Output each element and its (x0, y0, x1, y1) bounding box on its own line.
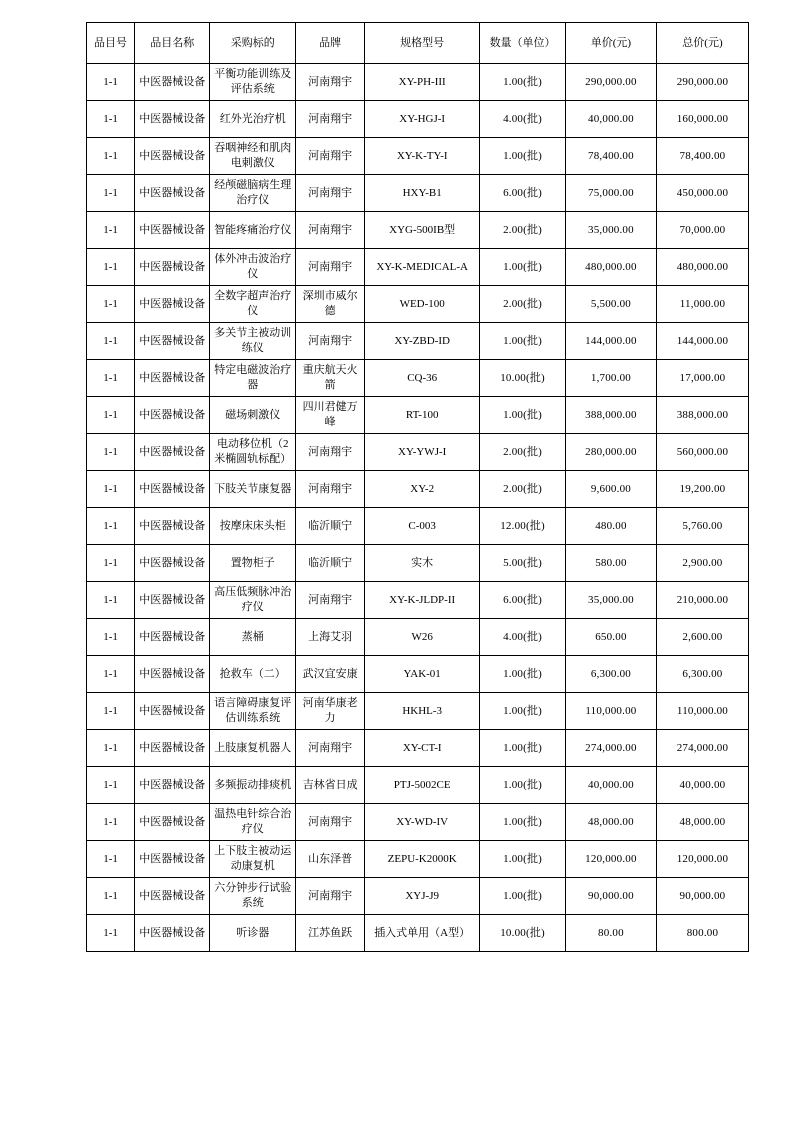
cell-item-no: 1-1 (87, 249, 135, 286)
cell-item-no: 1-1 (87, 545, 135, 582)
cell-subject: 多关节主被动训练仪 (210, 323, 296, 360)
cell-item-name: 中医器械设备 (135, 582, 210, 619)
cell-model: WED-100 (365, 286, 480, 323)
cell-item-no: 1-1 (87, 101, 135, 138)
cell-total-price: 90,000.00 (656, 878, 748, 915)
cell-total-price: 290,000.00 (656, 64, 748, 101)
cell-unit-price: 40,000.00 (565, 101, 656, 138)
table-body (87, 64, 749, 952)
cell-unit-price: 144,000.00 (565, 323, 656, 360)
cell-model: HKHL-3 (365, 693, 480, 730)
cell-item-name: 中医器械设备 (135, 397, 210, 434)
cell-unit-price: 48,000.00 (565, 804, 656, 841)
cell-item-no: 1-1 (87, 582, 135, 619)
cell-item-no: 1-1 (87, 212, 135, 249)
cell-quantity: 4.00(批) (480, 101, 566, 138)
cell-model: RT-100 (365, 397, 480, 434)
cell-item-name: 中医器械设备 (135, 915, 210, 952)
cell-quantity: 1.00(批) (480, 693, 566, 730)
cell-total-price: 11,000.00 (656, 286, 748, 323)
cell-total-price: 160,000.00 (656, 101, 748, 138)
cell-unit-price: 75,000.00 (565, 175, 656, 212)
cell-unit-price: 580.00 (565, 545, 656, 582)
cell-subject: 听诊器 (210, 915, 296, 952)
cell-item-no: 1-1 (87, 64, 135, 101)
cell-subject: 平衡功能训练及评估系统 (210, 64, 296, 101)
cell-quantity: 1.00(批) (480, 323, 566, 360)
cell-total-price: 70,000.00 (656, 212, 748, 249)
cell-item-no: 1-1 (87, 619, 135, 656)
cell-subject: 电动移位机（2米椭圆轨标配） (210, 434, 296, 471)
cell-total-price: 5,760.00 (656, 508, 748, 545)
column-header-total-price: 总价(元) (656, 23, 748, 64)
cell-subject: 语言障碍康复评估训练系统 (210, 693, 296, 730)
cell-total-price: 480,000.00 (656, 249, 748, 286)
table-row (87, 101, 749, 138)
cell-item-name: 中医器械设备 (135, 508, 210, 545)
cell-brand: 山东泽普 (296, 841, 365, 878)
cell-brand: 深圳市威尔德 (296, 286, 365, 323)
cell-quantity: 6.00(批) (480, 582, 566, 619)
table-row (87, 804, 749, 841)
cell-item-name: 中医器械设备 (135, 101, 210, 138)
cell-unit-price: 120,000.00 (565, 841, 656, 878)
cell-item-no: 1-1 (87, 915, 135, 952)
table-row (87, 434, 749, 471)
cell-brand: 河南翔宇 (296, 249, 365, 286)
cell-subject: 磁场刺激仪 (210, 397, 296, 434)
cell-quantity: 4.00(批) (480, 619, 566, 656)
cell-brand: 河南翔宇 (296, 471, 365, 508)
cell-model: 插入式单用（A型） (365, 915, 480, 952)
cell-item-name: 中医器械设备 (135, 286, 210, 323)
cell-subject: 按摩床床头柜 (210, 508, 296, 545)
table-row (87, 471, 749, 508)
cell-item-name: 中医器械设备 (135, 249, 210, 286)
cell-item-name: 中医器械设备 (135, 730, 210, 767)
cell-brand: 四川君健万峰 (296, 397, 365, 434)
cell-subject: 经颅磁脑病生理治疗仪 (210, 175, 296, 212)
cell-subject: 多频振动排痰机 (210, 767, 296, 804)
cell-subject: 吞咽神经和肌肉电刺激仪 (210, 138, 296, 175)
table-row (87, 286, 749, 323)
cell-unit-price: 650.00 (565, 619, 656, 656)
cell-unit-price: 110,000.00 (565, 693, 656, 730)
cell-total-price: 78,400.00 (656, 138, 748, 175)
cell-brand: 河南翔宇 (296, 878, 365, 915)
cell-brand: 河南翔宇 (296, 804, 365, 841)
cell-item-name: 中医器械设备 (135, 545, 210, 582)
table-row (87, 323, 749, 360)
cell-subject: 下肢关节康复器 (210, 471, 296, 508)
cell-brand: 河南翔宇 (296, 175, 365, 212)
cell-item-no: 1-1 (87, 730, 135, 767)
cell-item-name: 中医器械设备 (135, 767, 210, 804)
cell-item-no: 1-1 (87, 323, 135, 360)
cell-item-no: 1-1 (87, 471, 135, 508)
cell-quantity: 1.00(批) (480, 878, 566, 915)
cell-model: XY-PH-III (365, 64, 480, 101)
cell-unit-price: 1,700.00 (565, 360, 656, 397)
cell-subject: 温热电针综合治疗仪 (210, 804, 296, 841)
cell-total-price: 144,000.00 (656, 323, 748, 360)
cell-subject: 特定电磁波治疗器 (210, 360, 296, 397)
column-header-subject: 采购标的 (210, 23, 296, 64)
cell-brand: 吉林省日成 (296, 767, 365, 804)
cell-quantity: 1.00(批) (480, 397, 566, 434)
cell-subject: 抢救车（二） (210, 656, 296, 693)
cell-quantity: 2.00(批) (480, 471, 566, 508)
cell-item-name: 中医器械设备 (135, 878, 210, 915)
table-header-row (87, 23, 749, 64)
cell-unit-price: 78,400.00 (565, 138, 656, 175)
cell-unit-price: 290,000.00 (565, 64, 656, 101)
column-header-item-name: 品目名称 (135, 23, 210, 64)
cell-brand: 上海艾羽 (296, 619, 365, 656)
cell-model: HXY-B1 (365, 175, 480, 212)
cell-brand: 河南翔宇 (296, 101, 365, 138)
cell-unit-price: 80.00 (565, 915, 656, 952)
cell-total-price: 17,000.00 (656, 360, 748, 397)
cell-unit-price: 9,600.00 (565, 471, 656, 508)
cell-brand: 临沂顺宁 (296, 545, 365, 582)
cell-item-name: 中医器械设备 (135, 138, 210, 175)
cell-quantity: 10.00(批) (480, 915, 566, 952)
cell-model: XY-YWJ-I (365, 434, 480, 471)
cell-unit-price: 35,000.00 (565, 582, 656, 619)
cell-item-no: 1-1 (87, 434, 135, 471)
cell-total-price: 19,200.00 (656, 471, 748, 508)
cell-model: XY-HGJ-I (365, 101, 480, 138)
column-header-unit-price: 单价(元) (565, 23, 656, 64)
cell-brand: 河南翔宇 (296, 138, 365, 175)
cell-quantity: 1.00(批) (480, 804, 566, 841)
cell-subject: 蒸桶 (210, 619, 296, 656)
procurement-table (86, 22, 749, 952)
cell-model: ZEPU-K2000K (365, 841, 480, 878)
cell-item-no: 1-1 (87, 841, 135, 878)
cell-item-name: 中医器械设备 (135, 64, 210, 101)
cell-quantity: 1.00(批) (480, 841, 566, 878)
cell-model: W26 (365, 619, 480, 656)
cell-item-name: 中医器械设备 (135, 434, 210, 471)
table-row (87, 508, 749, 545)
table-row (87, 397, 749, 434)
cell-model: XYJ-J9 (365, 878, 480, 915)
cell-brand: 河南翔宇 (296, 323, 365, 360)
table-row (87, 767, 749, 804)
cell-quantity: 10.00(批) (480, 360, 566, 397)
cell-unit-price: 35,000.00 (565, 212, 656, 249)
cell-item-name: 中医器械设备 (135, 656, 210, 693)
cell-unit-price: 480.00 (565, 508, 656, 545)
cell-item-no: 1-1 (87, 508, 135, 545)
cell-model: XY-CT-I (365, 730, 480, 767)
cell-total-price: 120,000.00 (656, 841, 748, 878)
cell-quantity: 12.00(批) (480, 508, 566, 545)
table-row (87, 841, 749, 878)
cell-quantity: 1.00(批) (480, 730, 566, 767)
cell-unit-price: 388,000.00 (565, 397, 656, 434)
cell-item-name: 中医器械设备 (135, 841, 210, 878)
cell-quantity: 1.00(批) (480, 138, 566, 175)
cell-subject: 六分钟步行试验系统 (210, 878, 296, 915)
cell-total-price: 48,000.00 (656, 804, 748, 841)
table-row (87, 249, 749, 286)
cell-quantity: 6.00(批) (480, 175, 566, 212)
cell-item-name: 中医器械设备 (135, 693, 210, 730)
cell-quantity: 1.00(批) (480, 656, 566, 693)
cell-item-name: 中医器械设备 (135, 323, 210, 360)
column-header-brand: 品牌 (296, 23, 365, 64)
table-row (87, 360, 749, 397)
cell-brand: 河南翔宇 (296, 212, 365, 249)
cell-item-name: 中医器械设备 (135, 360, 210, 397)
cell-subject: 上下肢主被动运动康复机 (210, 841, 296, 878)
cell-quantity: 1.00(批) (480, 249, 566, 286)
cell-model: XYG-500IB型 (365, 212, 480, 249)
cell-item-no: 1-1 (87, 878, 135, 915)
cell-item-name: 中医器械设备 (135, 175, 210, 212)
cell-item-no: 1-1 (87, 175, 135, 212)
cell-item-name: 中医器械设备 (135, 212, 210, 249)
cell-model: XY-ZBD-ID (365, 323, 480, 360)
cell-subject: 高压低频脉冲治疗仪 (210, 582, 296, 619)
column-header-quantity: 数量（单位） (480, 23, 566, 64)
cell-model: 实木 (365, 545, 480, 582)
cell-unit-price: 40,000.00 (565, 767, 656, 804)
cell-subject: 红外光治疗机 (210, 101, 296, 138)
table-row (87, 175, 749, 212)
cell-total-price: 110,000.00 (656, 693, 748, 730)
cell-quantity: 5.00(批) (480, 545, 566, 582)
cell-item-no: 1-1 (87, 286, 135, 323)
cell-model: XY-K-TY-I (365, 138, 480, 175)
cell-quantity: 2.00(批) (480, 286, 566, 323)
table-row (87, 582, 749, 619)
cell-model: XY-K-MEDICAL-A (365, 249, 480, 286)
cell-model: C-003 (365, 508, 480, 545)
cell-quantity: 1.00(批) (480, 64, 566, 101)
cell-subject: 上肢康复机器人 (210, 730, 296, 767)
cell-brand: 临沂顺宁 (296, 508, 365, 545)
cell-unit-price: 480,000.00 (565, 249, 656, 286)
cell-total-price: 560,000.00 (656, 434, 748, 471)
table-row (87, 138, 749, 175)
cell-item-no: 1-1 (87, 138, 135, 175)
cell-model: YAK-01 (365, 656, 480, 693)
cell-unit-price: 6,300.00 (565, 656, 656, 693)
cell-model: XY-WD-IV (365, 804, 480, 841)
cell-brand: 河南翔宇 (296, 64, 365, 101)
cell-total-price: 2,600.00 (656, 619, 748, 656)
table-row (87, 212, 749, 249)
cell-item-no: 1-1 (87, 804, 135, 841)
cell-item-name: 中医器械设备 (135, 471, 210, 508)
cell-unit-price: 280,000.00 (565, 434, 656, 471)
cell-model: PTJ-5002CE (365, 767, 480, 804)
cell-brand: 河南翔宇 (296, 434, 365, 471)
cell-total-price: 450,000.00 (656, 175, 748, 212)
cell-brand: 重庆航天火箭 (296, 360, 365, 397)
cell-total-price: 2,900.00 (656, 545, 748, 582)
cell-item-name: 中医器械设备 (135, 804, 210, 841)
column-header-model: 规格型号 (365, 23, 480, 64)
cell-total-price: 388,000.00 (656, 397, 748, 434)
cell-item-no: 1-1 (87, 360, 135, 397)
cell-brand: 河南翔宇 (296, 730, 365, 767)
cell-brand: 武汉宜安康 (296, 656, 365, 693)
table-row (87, 730, 749, 767)
table-header (87, 23, 749, 64)
cell-brand: 河南华康老力 (296, 693, 365, 730)
cell-unit-price: 274,000.00 (565, 730, 656, 767)
cell-brand: 河南翔宇 (296, 582, 365, 619)
cell-total-price: 6,300.00 (656, 656, 748, 693)
cell-item-no: 1-1 (87, 767, 135, 804)
table-row (87, 656, 749, 693)
column-header-item-no: 品目号 (87, 23, 135, 64)
table-row (87, 619, 749, 656)
cell-total-price: 40,000.00 (656, 767, 748, 804)
cell-brand: 江苏鱼跃 (296, 915, 365, 952)
table-row (87, 64, 749, 101)
cell-model: XY-K-JLDP-II (365, 582, 480, 619)
cell-subject: 全数字超声治疗仪 (210, 286, 296, 323)
table-row (87, 878, 749, 915)
cell-quantity: 2.00(批) (480, 434, 566, 471)
cell-quantity: 2.00(批) (480, 212, 566, 249)
cell-subject: 智能疼痛治疗仪 (210, 212, 296, 249)
cell-unit-price: 90,000.00 (565, 878, 656, 915)
table-row (87, 693, 749, 730)
cell-subject: 置物柜子 (210, 545, 296, 582)
cell-total-price: 210,000.00 (656, 582, 748, 619)
cell-quantity: 1.00(批) (480, 767, 566, 804)
table-row (87, 545, 749, 582)
cell-unit-price: 5,500.00 (565, 286, 656, 323)
cell-item-name: 中医器械设备 (135, 619, 210, 656)
cell-total-price: 800.00 (656, 915, 748, 952)
cell-subject: 体外冲击波治疗仪 (210, 249, 296, 286)
cell-item-no: 1-1 (87, 656, 135, 693)
cell-total-price: 274,000.00 (656, 730, 748, 767)
cell-item-no: 1-1 (87, 397, 135, 434)
cell-item-no: 1-1 (87, 693, 135, 730)
cell-model: XY-2 (365, 471, 480, 508)
table-row (87, 915, 749, 952)
cell-model: CQ-36 (365, 360, 480, 397)
